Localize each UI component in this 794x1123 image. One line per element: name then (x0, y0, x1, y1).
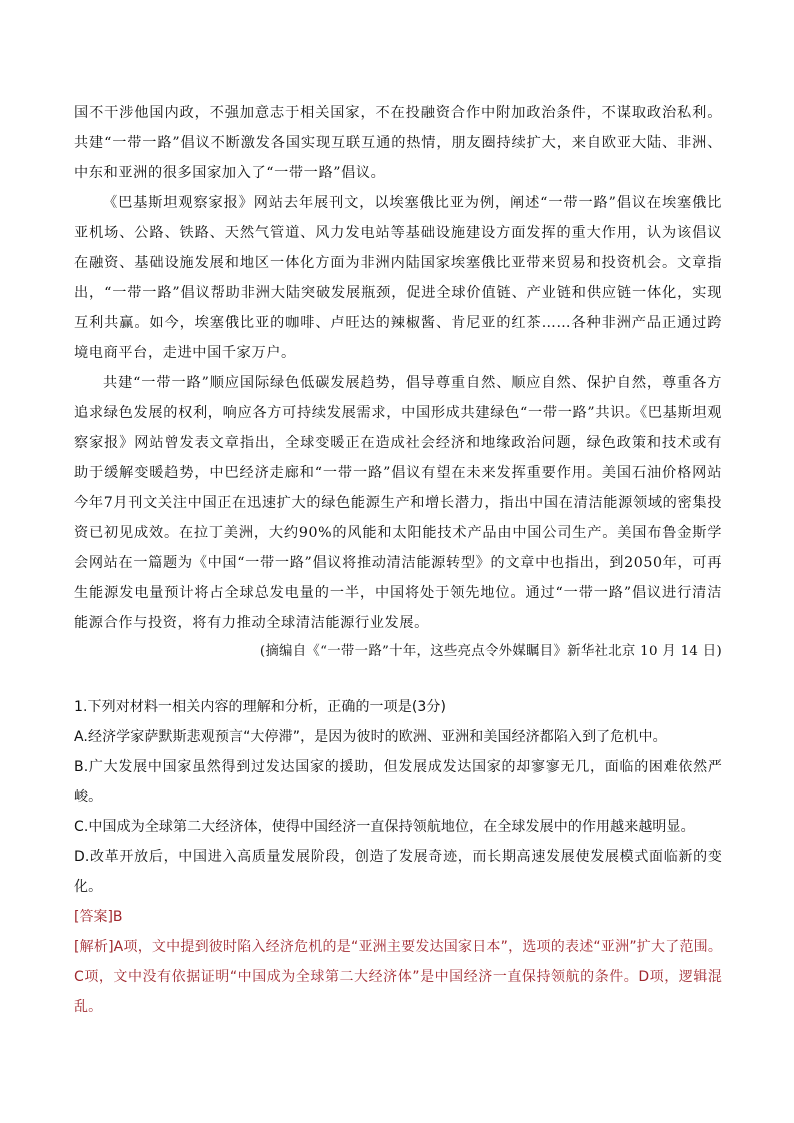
passage-paragraph-1: 国不干涉他国内政，不强加意志于相关国家，不在投融资合作中附加政治条件，不谋取政治私利。共建“一带一路”倡议不断激发各国实现互联互通的热情，朋友圈持续扩大，来自欧亚大陆、非洲、中东和亚洲的很多国家加入了“一带一路”倡议。 (74, 105, 722, 181)
option-b: B.广大发展中国家虽然得到过发达国家的援助，但发展成发达国家的却寥寥无几，面临的困难依然严峻。 (74, 759, 722, 805)
question-section (74, 692, 722, 1022)
option-a: A.经济学家萨默斯悲观预言“大停滞”，是因为彼时的欧洲、亚洲和美国经济都陷入到了危机中。 (74, 729, 667, 745)
passage-paragraph-3: 共建“一带一路”顺应国际绿色低碳发展趋势，倡导尊重自然、顺应自然、保护自然，尊重各方追求绿色发展的权利，响应各方可持续发展需求，中国形成共建绿色“一带一路”共识。《巴基斯坦观察家报》网站曾发表文章指出，全球变暖正在造成社会经济和地缘政治问题，绿色政策和技术或有助于缓解变暖趋势，中巴经济走廊和“一带一路”倡议有望在未来发挥重要作用。美国石油价格网站今年7月刊文关注中国正在迅速扩大的绿色能源生产和增长潜力，指出中国在清洁能源领域的密集投资已初见成效。在拉丁美洲，大约90%的风能和太阳能技术产品由中国公司生产。美国布鲁金斯学会网站在一篇题为《中国“一带一路”倡议将推动清洁能源转型》的文章中也指出，到2050年，可再生能源发电量预计将占全球总发电量的一半，中国将处于领先地位。通过“一带一路”倡议进行清洁能源合作与投资，将有力推动全球清洁能源行业发展。 (74, 375, 722, 631)
option-d: D.改革开放后，中国进入高质量发展阶段，创造了发展奇迹，而长期高速发展使发展模式面临新的变化。 (74, 849, 722, 895)
passage-section (74, 98, 722, 666)
option-c: C.中国成为全球第二大经济体，使得中国经济一直保持领航地位，在全球发展中的作用越来越明显。 (74, 819, 695, 835)
answer-analysis: [解析]A项，文中提到彼时陷入经济危机的是“亚洲主要发达国家日本”，选项的表述“亚洲”扩大了范围。C项，文中没有依据证明“中国成为全球第二大经济体”是中国经济一直保持领航的条件。D项，逻辑混乱。 (74, 939, 722, 1015)
answer-label: [答案]B (74, 909, 123, 925)
question-stem: 1.下列对材料一相关内容的理解和分析，正确的一项是(3分) (74, 699, 447, 715)
passage-source: (摘编自《“一带一路”十年，这些亮点令外媒瞩目》新华社北京 10 月 14 日) (259, 644, 722, 659)
passage-paragraph-2: 《巴基斯坦观察家报》网站去年展刊文，以埃塞俄比亚为例，阐述“一带一路”倡议在埃塞俄比亚机场、公路、铁路、天然气管道、风力发电站等基础设施建设方面发挥的重大作用，认为该倡议在融资、基础设施发展和地区一体化方面为非洲内陆国家埃塞俄比亚带来贸易和投资机会。文章指出，“一带一路”倡议帮助非洲大陆突破发展瓶颈，促进全球价值链、产业链和供应链一体化，实现互利共赢。如今，埃塞俄比亚的咖啡、卢旺达的辣椒酱、肯尼亚的红茶……各种非洲产品正通过跨境电商平台，走进中国千家万户。 (74, 195, 722, 361)
